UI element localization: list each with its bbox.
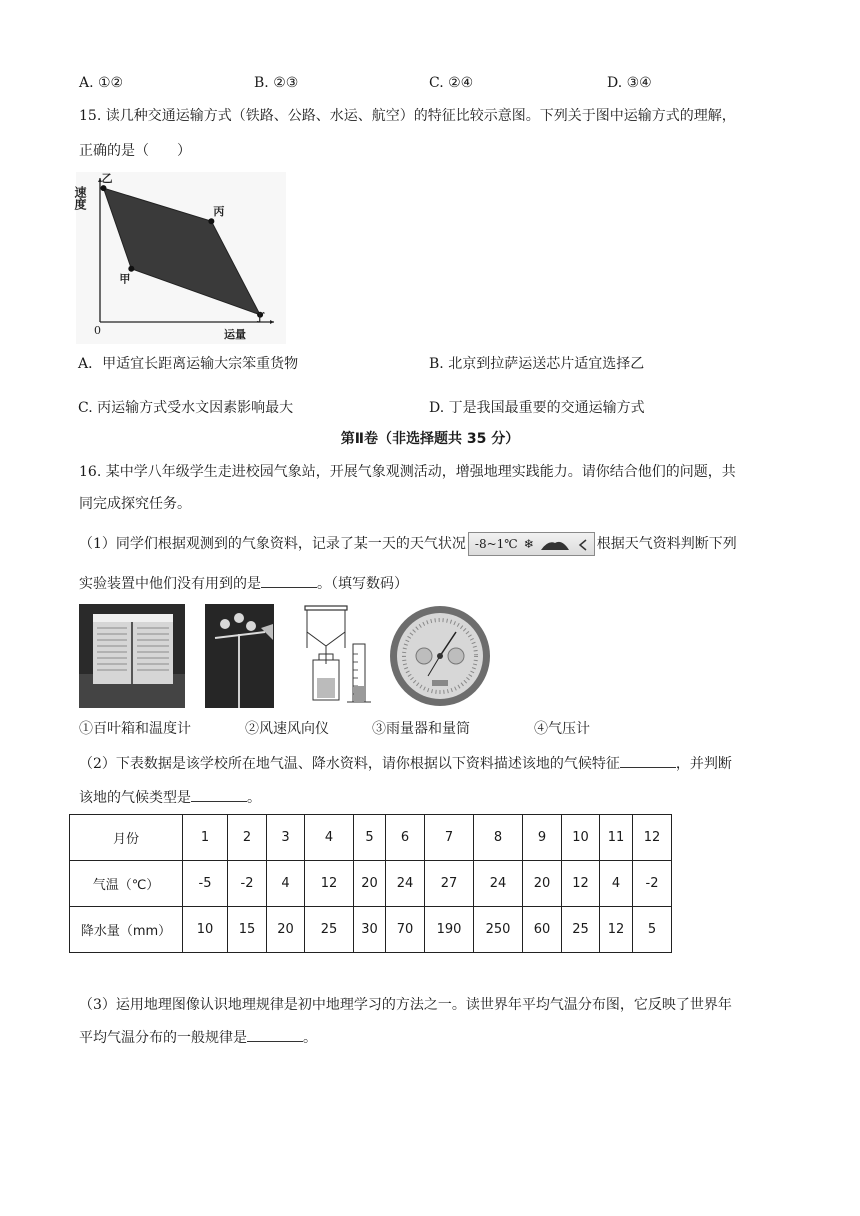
q16-part2-text: （2）下表数据是该学校所在地气温、降水资料，请你根据以下资料描述该地的气候特征 xyxy=(79,756,620,772)
q14-option-c: C. ②④ xyxy=(429,75,474,91)
month-cell: 2 xyxy=(228,815,267,861)
temperature-cell: 24 xyxy=(386,861,425,907)
month-cell: 4 xyxy=(305,815,354,861)
chart-point-2 xyxy=(128,266,134,272)
temperature-cell: -5 xyxy=(183,861,228,907)
x-axis-label: 运量 xyxy=(224,328,246,341)
q15-option-a: A．甲适宜长距离运输大宗笨重货物 xyxy=(78,356,299,372)
chart-point-0 xyxy=(100,185,106,191)
table-row-temperature xyxy=(70,861,672,907)
month-cell: 5 xyxy=(354,815,386,861)
precipitation-cell: 15 xyxy=(228,907,267,953)
louver-box-photo xyxy=(79,604,185,708)
q14-option-a: A. ①② xyxy=(79,75,124,91)
weather-condition-box xyxy=(468,532,595,556)
q16-part1-text-before: （1）同学们根据观测到的气象资料，记录了某一天的天气状况 xyxy=(79,536,466,552)
temperature-cell: 24 xyxy=(474,861,523,907)
month-cell: 8 xyxy=(474,815,523,861)
chart-point-label-1: 丙 xyxy=(213,205,225,219)
row-label-precipitation: 降水量（mm） xyxy=(70,907,183,953)
precipitation-cell: 10 xyxy=(183,907,228,953)
q14-option-d: D. ③④ xyxy=(607,75,652,91)
q15-stem-line1: 15. 读几种交通运输方式（铁路、公路、水运、航空）的特征比较示意图。下列关于图中运输方式的理解， xyxy=(79,108,736,124)
q16-part1-line2-end: 。（填写数码） xyxy=(317,576,408,592)
temperature-cell: -2 xyxy=(633,861,672,907)
answer-blank-2[interactable] xyxy=(620,753,676,768)
q16-part1-line1 xyxy=(79,532,737,556)
q16-part2-text-end: ，并判断 xyxy=(675,756,732,772)
month-cell: 7 xyxy=(425,815,474,861)
transport-chart-svg xyxy=(73,172,286,344)
transport-area-polygon xyxy=(103,188,260,315)
chart-point-1 xyxy=(208,218,214,224)
q16-intro-line1: 16. 某中学八年级学生走进校园气象站，开展气象观测活动，增强地理实践能力。请你结合他们的问题，共 xyxy=(79,464,736,480)
temperature-cell: 20 xyxy=(523,861,562,907)
q16-intro-line2: 同完成探究任务。 xyxy=(79,496,191,512)
rain-gauge-photo xyxy=(295,604,373,708)
q15-stem-line2: 正确的是（ ） xyxy=(79,143,191,159)
q16-part2-line2-text: 该地的气候类型是 xyxy=(79,790,191,806)
precipitation-cell: 60 xyxy=(523,907,562,953)
instrument-label-4: ④气压计 xyxy=(534,721,590,737)
chart-point-label-3: 丁 xyxy=(254,310,266,324)
q16-part3-line2 xyxy=(79,1027,317,1048)
precipitation-cell: 70 xyxy=(386,907,425,953)
temperature-cell: 27 xyxy=(425,861,474,907)
weather-temp: -8~1℃ xyxy=(474,537,518,551)
q16-part1-line2-text: 实验装置中他们没有用到的是 xyxy=(79,576,261,592)
chart-point-label-2: 甲 xyxy=(119,272,131,286)
q14-option-b: B. ②③ xyxy=(254,75,299,91)
precipitation-cell: 5 xyxy=(633,907,672,953)
precipitation-cell: 12 xyxy=(600,907,633,953)
temperature-cell: 12 xyxy=(562,861,600,907)
month-cell: 10 xyxy=(562,815,600,861)
sandstorm-icon xyxy=(540,539,570,551)
q16-part1-text-after: 根据天气资料判断下列 xyxy=(596,536,737,552)
q16-part2-line1 xyxy=(79,753,732,774)
table-header-cell: 月份 xyxy=(70,815,183,861)
table-header-row xyxy=(70,815,672,861)
answer-blank-1[interactable] xyxy=(261,573,317,588)
month-cell: 3 xyxy=(267,815,305,861)
instrument-label-2: ②风速风向仪 xyxy=(245,721,329,737)
temperature-cell: 20 xyxy=(354,861,386,907)
instrument-label-1: ①百叶箱和温度计 xyxy=(79,721,191,737)
section-title: 第Ⅱ卷（非选择题共 35 分） xyxy=(340,431,520,447)
precipitation-cell: 20 xyxy=(267,907,305,953)
temperature-cell: 4 xyxy=(267,861,305,907)
q16-part3-line2-text: 平均气温分布的一般规律是 xyxy=(79,1030,247,1046)
q15-option-d: D. 丁是我国最重要的交通运输方式 xyxy=(429,400,645,416)
table-row-precipitation xyxy=(70,907,672,953)
month-cell: 11 xyxy=(600,815,633,861)
q16-part1-line2 xyxy=(79,573,408,594)
month-cell: 9 xyxy=(523,815,562,861)
origin-label: 0 xyxy=(94,324,101,337)
barometer-photo xyxy=(388,604,492,708)
row-label-temperature: 气温（℃） xyxy=(70,861,183,907)
q16-part3-line1: （3）运用地理图像认识地理规律是初中地理学习的方法之一。读世界年平均气温分布图，它反映了世界年 xyxy=(79,997,732,1013)
temperature-cell: 12 xyxy=(305,861,354,907)
q16-part2-line2-end: 。 xyxy=(247,790,261,806)
answer-blank-4[interactable] xyxy=(247,1027,303,1042)
transport-chart xyxy=(73,172,286,344)
climate-data-table xyxy=(69,814,672,953)
snowflake-icon: ❄ xyxy=(523,537,534,551)
precipitation-cell: 30 xyxy=(354,907,386,953)
q16-part3-line2-end: 。 xyxy=(303,1030,317,1046)
temperature-cell: -2 xyxy=(228,861,267,907)
x-axis-arrow xyxy=(270,320,274,324)
chart-point-label-0: 乙 xyxy=(101,172,113,186)
month-cell: 1 xyxy=(183,815,228,861)
precipitation-cell: 25 xyxy=(305,907,354,953)
q15-option-b: B. 北京到拉萨运送芯片适宜选择乙 xyxy=(429,356,645,372)
month-cell: 6 xyxy=(386,815,425,861)
wind-icon xyxy=(576,538,588,552)
precipitation-cell: 190 xyxy=(425,907,474,953)
answer-blank-3[interactable] xyxy=(191,787,247,802)
month-cell: 12 xyxy=(633,815,672,861)
q15-option-c: C. 丙运输方式受水文因素影响最大 xyxy=(78,400,294,416)
y-axis-label: 速度 xyxy=(73,186,87,210)
precipitation-cell: 25 xyxy=(562,907,600,953)
temperature-cell: 4 xyxy=(600,861,633,907)
instrument-label-3: ③雨量器和量筒 xyxy=(372,721,470,737)
precipitation-cell: 250 xyxy=(474,907,523,953)
q16-part2-line2 xyxy=(79,787,261,808)
anemometer-photo xyxy=(205,604,274,708)
